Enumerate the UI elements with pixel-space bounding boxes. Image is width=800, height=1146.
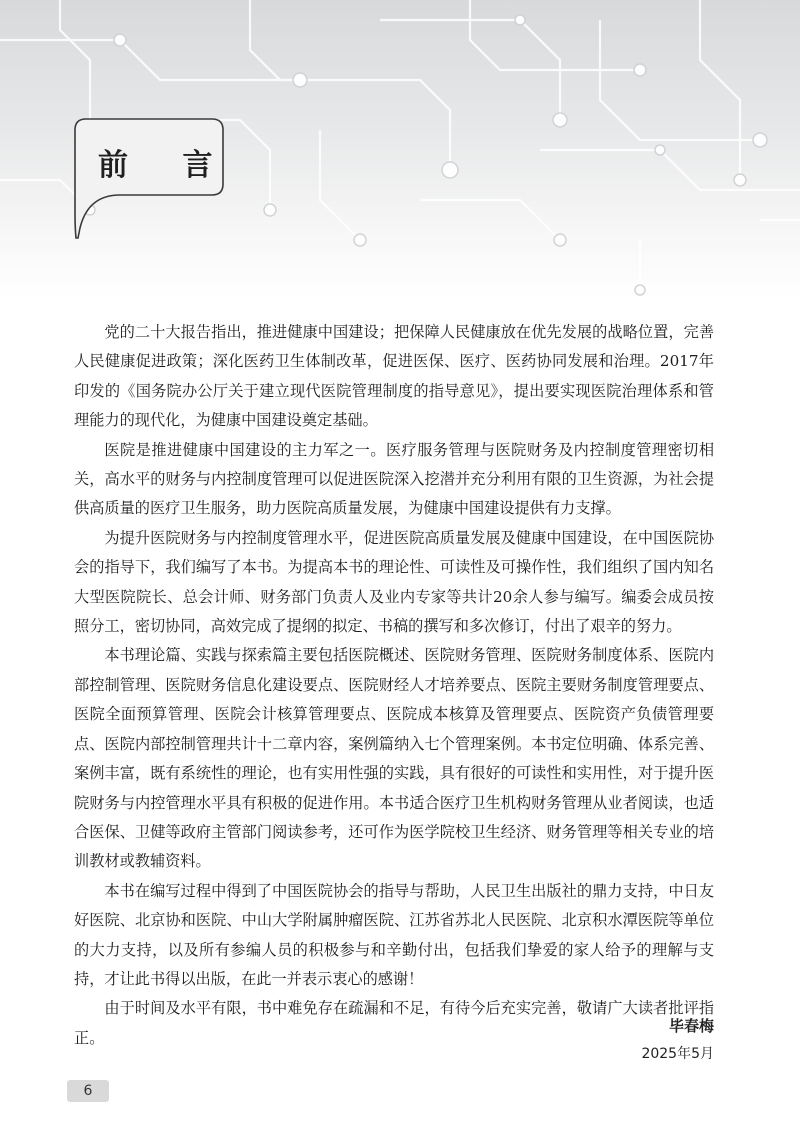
preface-body xyxy=(74,318,714,1053)
paragraph: 党的二十大报告指出，推进健康中国建设；把保障人民健康放在优先发展的战略位置，完善人民健康促进政策；深化医药卫生体制改革，促进医保、医疗、医药协同发展和治理。2017年印发的《国务院办公厅关于建立现代医院管理制度的指导意见》，提出要实现医院治理体系和管理能力的现代化，为健康中国建设奠定基础。 xyxy=(74,323,714,430)
paragraph: 医院是推进健康中国建设的主力军之一。医疗服务管理与医院财务及内控制度管理密切相关，高水平的财务与内控制度管理可以促进医院深入挖潜并充分利用有限的卫生资源，为社会提供高质量的医疗卫生服务，助力医院高质量发展，为健康中国建设提供有力支撑。 xyxy=(74,440,714,518)
paragraph: 为提升医院财务与内控制度管理水平，促进医院高质量发展及健康中国建设，在中国医院协会的指导下，我们编写了本书。为提高本书的理论性、可读性及可操作性，我们组织了国内知名大型医院院长、总会计师、财务部门负责人及业内专家等共计20余人参与编写。编委会成员按照分工，密切协同，高效完成了提纲的拟定、书稿的撰写和多次修订，付出了艰辛的努力。 xyxy=(74,528,714,636)
paragraph: 由于时间及水平有限，书中难免存在疏漏和不足，有待今后充实完善，敬请广大读者批评指正。 xyxy=(74,999,714,1047)
page-title: 前 言 xyxy=(98,148,235,183)
author-name: 毕春梅 xyxy=(668,1017,714,1035)
signature-date: 2025年5月 xyxy=(641,1046,714,1062)
paragraph: 本书理论篇、实践与探索篇主要包括医院概述、医院财务管理、医院财务制度体系、医院内部控制管理、医院财务信息化建设要点、医院财经人才培养要点、医院主要财务制度管理要点、医院全面预算管理、医院会计核算管理要点、医院成本核算及管理要点、医院资产负债管理要点、医院内部控制管理共计十二章内容，案例篇纳入七个管理案例。本书定位明确、体系完善、案例丰富，既有系统性的理论，也有实用性强的实践，具有很好的可读性和实用性，对于提升医院财务与内控管理水平具有积极的促进作用。本书适合医疗卫生机构财务管理从业者阅读，也适合医保、卫健等政府主管部门阅读参考，还可作为医学院校卫生经济、财务管理等相关专业的培训教材或教辅资料。 xyxy=(74,646,714,871)
paragraph: 本书在编写过程中得到了中国医院协会的指导与帮助，人民卫生出版社的鼎力支持，中日友好医院、北京协和医院、中山大学附属肿瘤医院、江苏省苏北人民医院、北京积水潭医院等单位的大力支持，以及所有参编人员的积极参与和辛勤付出，包括我们挚爱的家人给予的理解与支持，才让此书得以出版，在此一并表示衷心的感谢！ xyxy=(74,881,714,988)
page-number: 6 xyxy=(67,1080,109,1102)
